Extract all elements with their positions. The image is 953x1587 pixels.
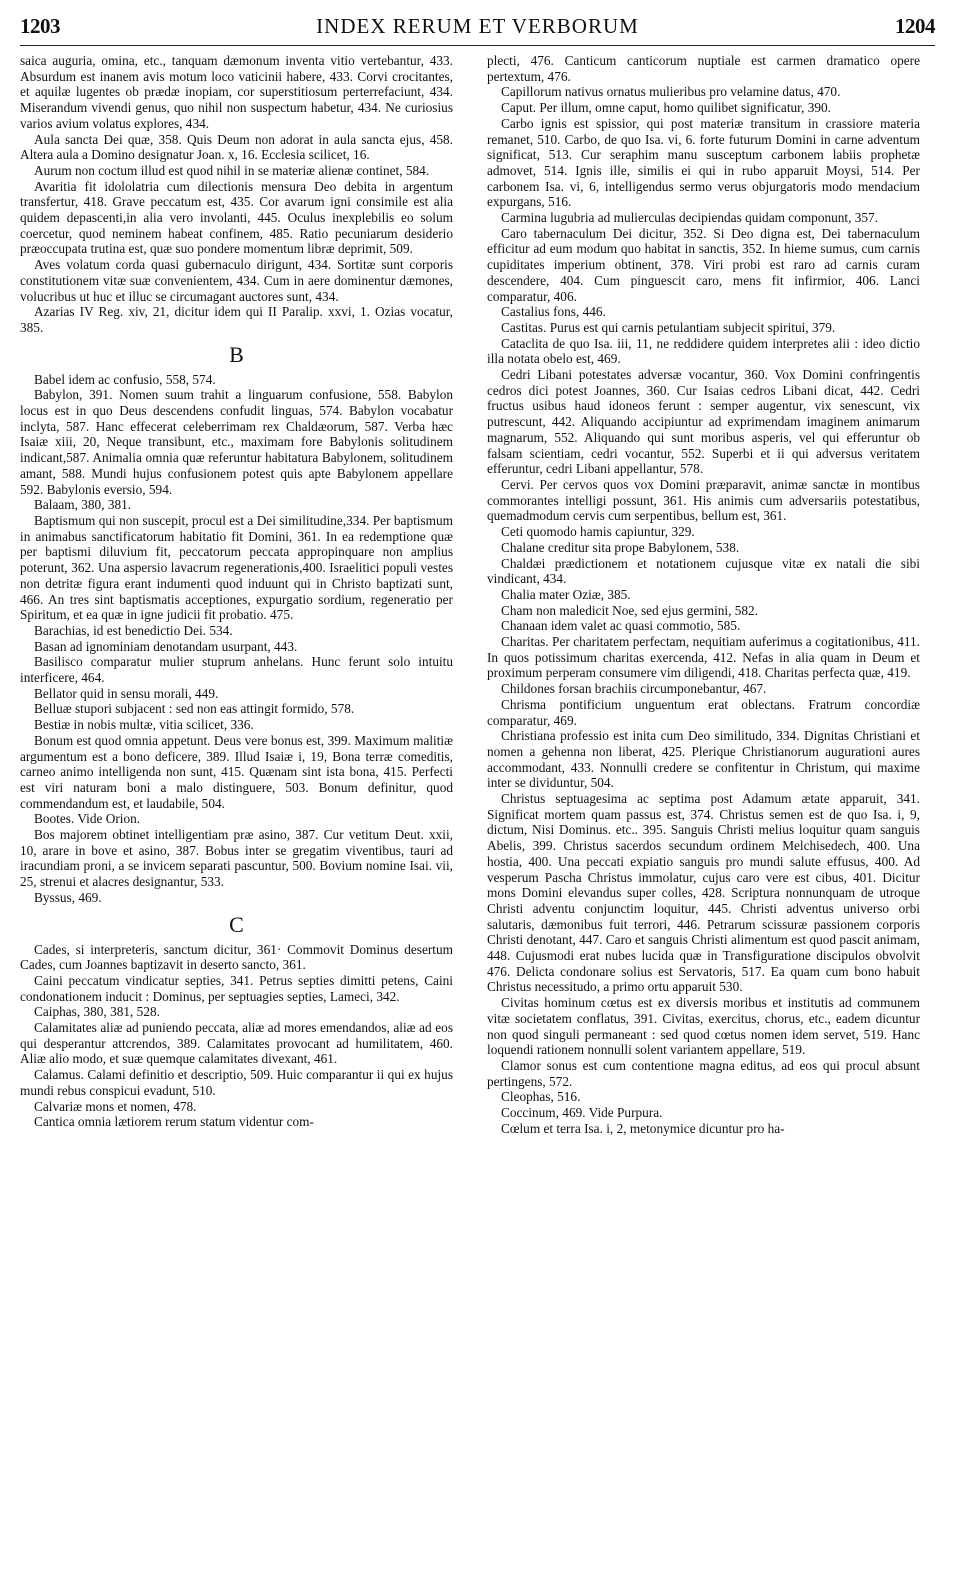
index-entry: Belluæ stupori subjacent : sed non eas attingit formido, 578.: [34, 701, 355, 717]
index-entry: Balaam, 380, 381.: [34, 497, 132, 513]
index-entry: Basilisco comparatur mulier stuprum anhelans. Hunc ferunt solo intuitu interficere, 464.: [20, 654, 453, 686]
index-entry: Civitas hominum cœtus est ex diversis moribus et institutis ad communem vitæ societatem conflatus, 391. Civitas, exercitus, chorus, etc., eadem dicuntur non quod singuli permaneant : sed quod cœtus nomen idem servet, 519. Hanc loquendi rationem nonnulli solent variantem appellare, 519.: [487, 995, 920, 1058]
index-entry: Aves volatum corda quasi gubernaculo dirigunt, 434. Sortitæ sunt corporis constitutionem vitæ suæ convenientem, 434. Cum in aere dominentur dæmones, volucribus ut huc et illuc se circumagant auctores sunt, 434.: [20, 257, 453, 304]
index-entry: Cleophas, 516.: [501, 1089, 581, 1105]
index-entry: Capillorum nativus ornatus mulieribus pro velamine datus, 470.: [501, 84, 841, 100]
index-entry: Bellator quid in sensu morali, 449.: [34, 685, 219, 701]
index-entry: Bestiæ in nobis multæ, vitia scilicet, 336.: [34, 717, 254, 733]
left-page-number: 1203: [20, 14, 60, 38]
index-entry: Ceti quomodo hamis capiuntur, 329.: [501, 524, 695, 540]
running-title: INDEX RERUM ET VERBORUM: [316, 14, 639, 38]
index-entry: Christus septuagesima ac septima post Adamum ætate apparuit, 341. Significat mortem quam passus est, 374. Christus semen est de quo Isa. i, 9, dictum, Nisi Dominus. etc.. 395. Sanguis Christi melius loquitur quam sanguis Abelis, 399. Christus sacerdos secundum ordinem Melchisedech, 400. Una hostia, 400. Una peccati expiatio sanguis pro mundi salute effusus, 400. Ad vesperum Pascha Christus immolatur, cujus caro vere est cibus, 401. Dicitur mons Domini elevandus super colles, 428. Scriptura nonnunquam de utroque Christi adventu conjunctim loquitur, 445. Christi adventus universo orbi salutaris, dæmonibus fuit terrori, 446. Petrarum scissuræ passionem corporis Christi denotant, 447. Caro et sanguis Christi alimentum est quod pascit animam, 448. Cujusmodi erat nubes lucida quæ in Transfiguratione discipulos obvolvit 476. Delicta condonare solius est Servatoris, 517. Ea quam cum bono habuit Christus necessitudo, a primo ortu apparuit 530.: [487, 791, 920, 995]
section-letter: C: [229, 911, 244, 937]
index-entry: Chaldæi prædictionem et notationem cujusque vitæ ex natali die sibi vindicant, 434.: [487, 555, 920, 587]
index-entry: Carmina lugubria ad mulierculas decipiendas quidam componunt, 357.: [501, 210, 879, 226]
index-entry: Calamus. Calami definitio et descriptio, 509. Huic comparantur ii qui ex hujus mundi rebus conspicui evadunt, 510.: [20, 1067, 453, 1098]
index-entry: Baptismum qui non suscepit, procul est a Dei similitudine,334. Per baptismum in animabus sanctificatorum habitatio fit Domini, 361. In ea redemptione quæ per baptismi diluvium fit, peccatorum peccata appropinquare non amplius poterunt, 362. Una aspersio lavacrum regenerationis,400. Israelitici populi vestes non detritæ figura erant indumenti quod induunt qui in Christo baptizati sunt, 466. An tres sint baptismatis acceptiones, expurgatio sordium, regeneratio per Spiritum, et ea quæ in igne judicii fit probatio. 475.: [20, 512, 453, 623]
index-entry: Caiphas, 380, 381, 528.: [34, 1004, 160, 1020]
index-entry: Chalane creditur sita prope Babylonem, 538.: [501, 539, 740, 555]
index-entry: Childones forsan brachiis circumponebantur, 467.: [501, 681, 767, 697]
index-entry: Coccinum, 469. Vide Purpura.: [501, 1105, 663, 1121]
index-entry: Chalia mater Oziæ, 385.: [501, 586, 631, 602]
index-entry: Caput. Per illum, omne caput, homo quilibet significatur, 390.: [501, 100, 831, 116]
index-entry: Azarias IV Reg. xiv, 21, dicitur idem qui II Paralip. xxvi, 1. Ozias vocatur, 385.: [20, 304, 453, 335]
continued-entry: saica auguria, omina, etc., tanquam dæmonum inventa vitio vertebantur, 433. Absurdum est inanem avis motum loco vaticinii habere, 433. Corvi crocitantes, et aquilæ lugentes ob prædæ inopiam, cor superstitiosum perterrefaciunt, 434. Miserandum vivendi genus, quo nihil non suspectum habetur, 434. Ne curiosius varios avium volatus explores, 434.: [20, 53, 453, 131]
index-entry: Cantica omnia lætiorem rerum statum videntur com-: [34, 1114, 314, 1130]
index-entry: Calamitates aliæ ad puniendo peccata, aliæ ad mores emendandos, aliæ ad eos qui desperantur attcrendos, 389. Calamitates provocant ad humilitatem, 460. Aliæ alio modo, et suæ quemque calamitates divexant, 461.: [20, 1020, 453, 1067]
index-entry: Clamor sonus est cum contentione magna editus, ad eos qui procul absunt pertingens, 572.: [487, 1058, 920, 1089]
index-entry: Castalius fons, 446.: [501, 304, 606, 320]
index-entry: Cades, si interpreteris, sanctum dicitur, 361· Commovit Dominus desertum Cades, cum Joannes baptizavit in deserto sancto, 361.: [20, 941, 453, 973]
right-page-number: 1204: [895, 14, 935, 38]
index-entry: Cham non maledicit Noe, sed ejus germini, 582.: [501, 602, 759, 618]
index-entry: Charitas. Per charitatem perfectam, nequitiam auferimus a cogitationibus, 411. In quos potissimum charitas exercenda, 412. Nefas in alia quam in Deum et proximum perperam consumere vim diligendi, 418. Charitas perfecta quæ, 419.: [487, 634, 920, 681]
index-entry: Cœlum et terra Isa. i, 2, metonymice dicuntur pro ha-: [501, 1120, 785, 1136]
left-column: [20, 53, 453, 1130]
index-entry: Basan ad ignominiam denotandam usurpant, 443.: [34, 638, 298, 654]
index-entry: Byssus, 469.: [34, 889, 102, 905]
index-entry: Babel idem ac confusio, 558, 574.: [34, 371, 216, 387]
index-entry: Cataclita de quo Isa. iii, 11, ne reddidere quidem interpretes alii : ideo dictio illa notata obelo est, 469.: [487, 335, 920, 367]
index-entry: Aurum non coctum illud est quod nihil in se materiæ alienæ continet, 584.: [34, 162, 430, 178]
right-column: [487, 53, 920, 1137]
index-entry: Avaritia fit idololatria cum dilectionis mensura Deo debita in argentum transfertur, 418. Grave peccatum est, 435. Cor avarum igni consimile est alia quidem depascenti,in alia vero involanti, 445. Oculus inexplebilis eo solum coercetur, quod neminem habeat confinem, 485. Ratio pecuniarum desiderio præoccupata trutina est, quæ suo pondere momentum libræ deprimit, 509.: [20, 178, 453, 257]
index-entry: Chrisma pontificium unguentum erat oblectans. Fratrum concordiæ comparatur, 469.: [487, 696, 920, 728]
index-entry: Bootes. Vide Orion.: [34, 811, 141, 827]
index-entry: Babylon, 391. Nomen suum trahit a linguarum confusione, 558. Babylon locus est in quo Deus descendens confudit linguas, 574. Babylon vocabatur inclyta, 587. Hanc effecerat celeberrimam rex Chaldæorum, 587. Verba hæc Isaiæ xiii, 20, Neque transibunt, etc., maximam fore Babylonis solitudinem indicant,587. Animalia omnia quæ referuntur habitatura Babylonem, solitudinem amant, 588. Mundi hujus confusionem potest quis apte Babylonem appellare 592. Babylonis eversio, 594.: [20, 387, 453, 497]
index-entry: Caro tabernaculum Dei dicitur, 352. Si Deo digna est, Dei tabernaculum efficitur ad eum modum quo habitat in sanctis, 352. In hieme sumus, cum carnis cupiditates imperium obtinent, 378. Viri probi est raro ad carnis curam descendere, 404. Cum pinguescit caro, mens fit infirmior, 406. Lanci comparatur, 406.: [487, 225, 920, 304]
index-entry: Castitas. Purus est qui carnis petulantiam subjecit spiritui, 379.: [501, 319, 836, 335]
header-rule: [20, 45, 935, 46]
index-entry: Cedri Libani potestates adversæ vocantur, 360. Vox Domini confringentis cedros dici potest Joannes, 360. Cur Isaias cedros Libani dicat, 442. Cedri fructus usibus haud idoneos ferunt : semper augentur, vix senescunt, vix putrescunt, 442. Aliquando accipiuntur ad exprimendam imaginem animarum magnarum, 552. Aliquando qui sunt moribus asperis, vel qui efferuntur ob falsam scientiam, cedri vocantur, 552. Superbi et ii qui adversus veritatem efferuntur, cedri Libani appellantur, 578.: [487, 367, 920, 477]
index-entry: Calvariæ mons et nomen, 478.: [34, 1098, 197, 1114]
index-entry: Carbo ignis est spissior, qui post materiæ transitum in crassiore materia remanet, 510. Carbo, de quo Isa. vi, 6. forte futurum Domini in carne adventum significat, 513. Cur seraphim manu susceptum carbonem labiis prophetæ admovet, 514. Ignis ille, similis ei qui in rubo apparuit Moysi, 514. Per carbonem Isa. vi, 6, intelligendus sermo verus objurgatoris modo mendacium expurgans, 516.: [487, 115, 920, 210]
continued-entry: plecti, 476. Canticum canticorum nuptiale est carmen dramatico opere pertextum, 476.: [487, 53, 920, 84]
index-entry: Christiana professio est inita cum Deo similitudo, 334. Dignitas Christiani et nomen a gehenna non liberat, 425. Plerique Christianorum augurationi aures accommodant, 433. Nonnulli credere se confitentur in Christum, qui maxime inter se dividuntur, 504.: [487, 728, 920, 791]
index-entry: Bos majorem obtinet intelligentiam præ asino, 387. Cur vetitum Deut. xxii, 10, arare in bove et asino, 387. Bobus inter se gregatim viventibus, tauri ad iracundiam proni, a se invicem separati pascuntur, 500. Bovium nomine Isai. vii, 25, strenui et alacres designantur, 533.: [20, 827, 453, 890]
index-entry: Barachias, id est benedictio Dei. 534.: [34, 622, 233, 638]
index-entry: Bonum est quod omnia appetunt. Deus vere bonus est, 399. Maximum malitiæ argumentum est a bono deficere, 389. Illud Isaiæ i, 19, Bona terræ comeditis, carneo animo intelligenda non sunt, 415. Quænam sint ista bona, 415. Perfecti est viri naturam boni a malo distinguere, 503. Bonum definitur, quod commendandum est, et laudabile, 504.: [20, 732, 453, 811]
page-header: [20, 14, 935, 44]
index-entry: Chanaan idem valet ac quasi commotio, 585.: [501, 618, 741, 634]
index-entry: Cervi. Per cervos quos vox Domini præparavit, animæ sanctæ in montibus commorantes intelligi possunt, 361. His animis cum adversariis potestatibus, quemadmodum cervis cum serpentibus, bellum est, 361.: [487, 476, 920, 524]
index-entry: Aula sancta Dei quæ, 358. Quis Deum non adorat in aula sancta ejus, 458. Altera aula a Domino designatur Joan. x, 16. Ecclesia scilicet, 16.: [20, 131, 453, 163]
section-letter: B: [229, 341, 244, 367]
index-entry: Caini peccatum vindicatur septies, 341. Petrus septies dimitti petens, Caini condonationem inducit : Dominus, per septuagies septies, Lameci, 342.: [20, 972, 453, 1004]
